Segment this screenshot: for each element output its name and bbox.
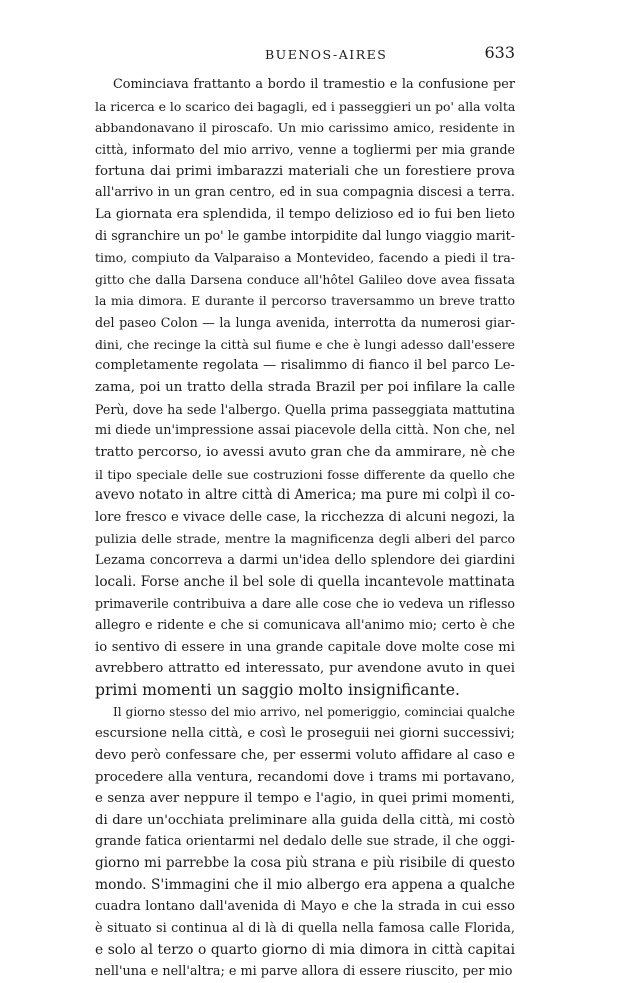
text-line: escursione nella città, e così le proseguii nei giorni successivi; bbox=[95, 726, 515, 742]
text-line: timo, compiuto da Valparaiso a Montevideo, facendo a piedi il tra- bbox=[95, 250, 515, 266]
text-line: devo però confessare che, per essermi voluto affidare al caso e bbox=[95, 747, 515, 763]
text-line: locali. Forse anche il bel sole di quella incantevole mattinata bbox=[95, 573, 515, 590]
text-line: di sgranchire un po' le gambe intorpidite dal lungo viaggio marit- bbox=[95, 228, 515, 244]
text-line: La giornata era splendida, il tempo delizioso ed io fui ben lieto bbox=[95, 206, 515, 222]
text-line: la ricerca e lo scarico dei bagagli, ed i passeggieri un po' alla volta bbox=[95, 98, 516, 114]
text-line: pulizia delle strade, mentre la magnificenza degli alberi del parco bbox=[95, 531, 515, 547]
text-line: giorno mi parrebbe la cosa più strana e più risibile di questo bbox=[95, 855, 515, 872]
text-line: procedere alla ventura, recandomi dove i trams mi portavano, bbox=[95, 769, 515, 785]
paragraph bbox=[95, 74, 515, 702]
text-line: avevo notato in altre città di America; ma pure mi colpì il co- bbox=[95, 487, 515, 504]
text-line: primaverile contribuiva a dare alle cose che io vedeva un riflesso bbox=[95, 596, 515, 612]
text-line: mondo. S'immagini che il mio albergo era appena a qualche bbox=[95, 876, 515, 893]
text-line: lore fresco e vivace delle case, la ricchezza di alcuni negozi, la bbox=[95, 509, 515, 525]
text-line: allegro e ridente e che si comunicava all'animo mio; certo è che bbox=[95, 618, 515, 634]
text-line: dini, che recinge la città sul fiume e che è lungi adesso dall'essere bbox=[95, 336, 515, 352]
text-line: io sentivo di essere in una grande capitale dove molte cose mi bbox=[95, 639, 515, 655]
page-number: 633 bbox=[484, 43, 515, 62]
text-line: del paseo Colon — la lunga avenida, interrotta da numerosi giar- bbox=[95, 315, 515, 331]
body-text bbox=[95, 74, 515, 983]
text-line: e solo al terzo o quarto giorno di mia dimora in città capitai bbox=[95, 941, 515, 958]
text-line: completamente regolata — risalimmo di fianco il bel parco Le- bbox=[95, 358, 515, 374]
text-line: gitto che dalla Darsena conduce all'hôtel Galileo dove avea fissata bbox=[95, 271, 515, 287]
text-line: Cominciava frattanto a bordo il tramestio e la confusione per bbox=[113, 77, 515, 92]
text-line: di dare un'occhiata preliminare alla guida della città, mi costò bbox=[95, 812, 515, 828]
text-line: e senza aver neppure il tempo e l'agio, in quei primi momenti, bbox=[95, 791, 515, 807]
text-line: fortuna dai primi imbarazzi materiali che un forestiere prova bbox=[95, 163, 515, 179]
text-line: avrebbero attratto ed interessato, pur avendone avuto in quei bbox=[95, 661, 515, 677]
text-line: la mia dimora. E durante il percorso traversammo un breve tratto bbox=[95, 293, 515, 309]
text-line: Perù, dove ha sede l'albergo. Quella prima passeggiata mattutina bbox=[95, 401, 515, 417]
text-line: tratto percorso, io avessi avuto gran che da ammirare, nè che bbox=[95, 444, 516, 460]
running-head bbox=[95, 43, 515, 67]
paragraph bbox=[95, 702, 515, 983]
running-title: BUENOS-AIRES bbox=[265, 47, 388, 62]
text-line: abbandonavano il piroscafo. Un mio carissimo amico, residente in bbox=[95, 120, 515, 136]
text-line: è situato si continua al di là di quella nella famosa calle Florida, bbox=[95, 920, 515, 936]
text-line: nell'una e nell'altra; e mi parve allora di essere riuscito, per mio bbox=[95, 964, 513, 980]
text-line: grande fatica orientarmi nel dedalo delle sue strade, il che oggi- bbox=[95, 834, 515, 850]
text-line: all'arrivo in un gran centro, ed in sua compagnia discesi a terra. bbox=[95, 185, 515, 201]
text-line: il tipo speciale delle sue costruzioni fosse differente da quello che bbox=[95, 466, 515, 482]
text-line: Lezama concorreva a darmi un'idea dello splendore dei giardini bbox=[95, 553, 515, 569]
text-line: zama, poi un tratto della strada Brazil per poi infilare la calle bbox=[95, 379, 515, 395]
text-line: primi momenti un saggio molto insignificante. bbox=[95, 680, 460, 699]
text-line: Il giorno stesso del mio arrivo, nel pomeriggio, cominciai qualche bbox=[113, 704, 515, 719]
text-line: mi diede un'impressione assai piacevole della città. Non che, nel bbox=[95, 423, 515, 439]
text-line: cuadra lontano dall'avenida di Mayo e che la strada in cui esso bbox=[95, 899, 515, 915]
text-line: città, informato del mio arrivo, venne a togliermi per mia grande bbox=[95, 141, 515, 157]
